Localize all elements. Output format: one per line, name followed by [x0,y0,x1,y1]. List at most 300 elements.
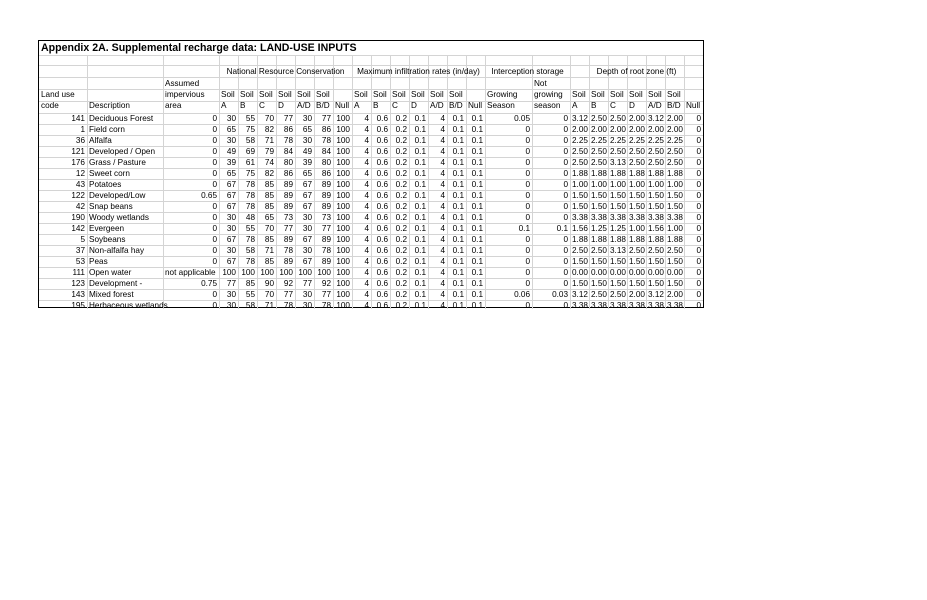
cell-infiltration-value: 0.1 [471,136,483,145]
cell-nrc-value: 67 [226,191,236,200]
cell-infiltration-value: 0.1 [452,268,464,277]
cell-root-depth: 0 [696,191,701,200]
cell-growing-season: 0 [525,169,530,178]
header-soil-word: Soil [278,90,292,99]
cell-root-depth: 3.38 [629,213,645,222]
cell-infiltration-value: 0.1 [471,158,483,167]
group-header-interception: Interception storage [491,67,564,76]
cell-nrc-value: 79 [264,147,274,156]
cell-nrc-value: 30 [226,290,236,299]
cell-nrc-value: 100 [317,268,331,277]
cell-root-depth: 0 [696,202,701,211]
cell-nrc-value: 100 [336,147,350,156]
cell-nrc-value: 67 [302,191,312,200]
cell-root-depth: 0 [696,279,701,288]
cell-root-depth: 3.38 [610,213,626,222]
cell-nrc-value: 30 [302,136,312,145]
cell-nrc-value: 77 [321,114,331,123]
cell-root-depth: 3.38 [629,301,645,310]
cell-land-use-code: 12 [75,169,85,178]
cell-nrc-value: 30 [302,114,312,123]
cell-land-use-code: 176 [71,158,85,167]
cell-infiltration-value: 4 [364,268,369,277]
cell-description: Field corn [89,125,125,134]
cell-root-depth: 2.50 [610,114,626,123]
cell-nrc-value: 67 [302,235,312,244]
cell-root-depth: 2.50 [591,158,607,167]
cell-land-use-code: 42 [75,202,85,211]
cell-growing-season: 0 [525,202,530,211]
cell-infiltration-value: 0.1 [471,301,483,310]
cell-nrc-value: 58 [245,246,255,255]
cell-land-use-code: 123 [71,279,85,288]
cell-root-depth: 3.38 [591,213,607,222]
header-soil-word: Soil [316,90,330,99]
header-land-use-code: Land use [41,90,75,99]
cell-growing-season: 0 [525,279,530,288]
cell-root-depth: 3.38 [572,301,588,310]
cell-nrc-value: 67 [302,257,312,266]
cell-nrc-value: 100 [336,301,350,310]
cell-root-depth: 2.00 [629,125,645,134]
header-null: Null [468,101,483,110]
cell-root-depth: 0 [696,257,701,266]
cell-nrc-value: 65 [302,169,312,178]
header-soil-group: A/D [430,101,444,110]
cell-root-depth: 2.50 [591,114,607,123]
cell-infiltration-value: 4 [364,136,369,145]
cell-infiltration-value: 4 [364,246,369,255]
cell-infiltration-value: 0.1 [452,169,464,178]
cell-root-depth: 1.50 [648,279,664,288]
cell-nrc-value: 67 [302,202,312,211]
cell-infiltration-value: 0.6 [376,136,388,145]
cell-nrc-value: 82 [264,169,274,178]
cell-infiltration-value: 4 [440,191,445,200]
cell-nrc-value: 78 [321,301,331,310]
cell-nrc-value: 30 [302,224,312,233]
header-growing-season: Growing [487,90,518,99]
header-land-use-code: code [41,101,59,110]
cell-nrc-value: 84 [321,147,331,156]
cell-infiltration-value: 0.1 [452,290,464,299]
cell-root-depth: 1.00 [629,224,645,233]
cell-infiltration-value: 0.1 [471,290,483,299]
header-impervious: impervious [165,90,205,99]
cell-growing-season: 0 [525,125,530,134]
cell-root-depth: 3.38 [610,301,626,310]
cell-description: Open water [89,268,132,277]
cell-not-growing-season: 0 [563,235,568,244]
cell-infiltration-value: 4 [440,224,445,233]
cell-root-depth: 1.56 [572,224,588,233]
cell-root-depth: 0 [696,268,701,277]
cell-infiltration-value: 0.1 [452,125,464,134]
cell-root-depth: 3.13 [610,246,626,255]
cell-root-depth: 2.25 [648,136,664,145]
cell-growing-season: 0 [525,257,530,266]
cell-nrc-value: 80 [283,158,293,167]
cell-infiltration-value: 0.2 [395,301,407,310]
cell-infiltration-value: 0.1 [414,136,426,145]
cell-root-depth: 2.50 [648,158,664,167]
header-soil-group: D [629,101,635,110]
cell-root-depth: 2.25 [667,136,683,145]
cell-growing-season: 0.05 [514,114,530,123]
header-null: Null [686,101,701,110]
cell-root-depth: 2.50 [667,246,683,255]
cell-root-depth: 1.88 [610,235,626,244]
cell-infiltration-value: 0.2 [395,257,407,266]
cell-nrc-value: 90 [264,279,274,288]
cell-root-depth: 2.50 [572,147,588,156]
cell-root-depth: 3.38 [591,301,607,310]
cell-not-growing-season: 0 [563,213,568,222]
spreadsheet-table [38,40,704,308]
cell-root-depth: 2.50 [572,158,588,167]
cell-land-use-code: 195 [71,301,85,310]
cell-nrc-value: 71 [264,301,274,310]
cell-root-depth: 2.50 [648,147,664,156]
cell-infiltration-value: 0.6 [376,213,388,222]
cell-infiltration-value: 0.2 [395,290,407,299]
cell-land-use-code: 143 [71,290,85,299]
cell-impervious: 0 [212,290,217,299]
cell-land-use-code: 111 [72,268,85,277]
cell-nrc-value: 77 [283,224,293,233]
cell-infiltration-value: 0.6 [376,169,388,178]
cell-description: Herbaceous wetlands [89,301,168,310]
cell-root-depth: 1.88 [610,169,626,178]
cell-nrc-value: 58 [245,136,255,145]
cell-root-depth: 1.00 [572,180,588,189]
cell-impervious: 0 [212,158,217,167]
cell-root-depth: 1.50 [591,257,607,266]
cell-infiltration-value: 0.1 [414,246,426,255]
cell-nrc-value: 73 [321,213,331,222]
cell-infiltration-value: 0.1 [452,224,464,233]
cell-nrc-value: 85 [264,257,274,266]
header-soil-group: D [411,101,417,110]
cell-infiltration-value: 0.1 [414,279,426,288]
cell-infiltration-value: 0.1 [452,202,464,211]
cell-nrc-value: 80 [321,158,331,167]
cell-nrc-value: 78 [283,301,293,310]
cell-growing-season: 0 [525,136,530,145]
cell-nrc-value: 75 [245,125,255,134]
cell-land-use-code: 141 [71,114,85,123]
cell-nrc-value: 65 [264,213,274,222]
cell-root-depth: 0 [696,246,701,255]
cell-not-growing-season: 0 [563,180,568,189]
cell-nrc-value: 67 [226,235,236,244]
cell-growing-season: 0 [525,301,530,310]
header-soil-group: D [278,101,284,110]
cell-nrc-value: 85 [245,279,255,288]
cell-nrc-value: 92 [321,279,331,288]
cell-nrc-value: 100 [336,202,350,211]
cell-nrc-value: 100 [336,213,350,222]
header-soil-group: B [591,101,597,110]
cell-description: Mixed forest [89,290,134,299]
cell-infiltration-value: 4 [440,180,445,189]
cell-root-depth: 2.50 [591,246,607,255]
cell-nrc-value: 89 [321,235,331,244]
cell-nrc-value: 71 [264,136,274,145]
cell-infiltration-value: 0.1 [452,114,464,123]
cell-growing-season: 0 [525,180,530,189]
header-soil-word: Soil [430,90,444,99]
cell-nrc-value: 30 [302,301,312,310]
cell-root-depth: 1.50 [667,279,683,288]
cell-nrc-value: 49 [302,147,312,156]
cell-infiltration-value: 0.2 [395,235,407,244]
cell-root-depth: 1.50 [591,279,607,288]
cell-root-depth: 1.50 [629,191,645,200]
cell-nrc-value: 78 [245,180,255,189]
group-header-nrc: National Resource Conservation [226,67,345,76]
cell-root-depth: 1.50 [572,191,588,200]
header-soil-word: Soil [259,90,273,99]
header-soil-word: Soil [221,90,235,99]
cell-root-depth: 0 [696,301,701,310]
cell-impervious: 0 [212,224,217,233]
cell-land-use-code: 122 [71,191,85,200]
cell-infiltration-value: 4 [440,290,445,299]
cell-infiltration-value: 0.1 [452,301,464,310]
cell-nrc-value: 30 [226,224,236,233]
header-not-growing-season: growing [534,90,563,99]
cell-infiltration-value: 0.1 [471,191,483,200]
cell-root-depth: 1.50 [610,279,626,288]
cell-nrc-value: 89 [321,191,331,200]
header-soil-word: Soil [629,90,643,99]
cell-root-depth: 0 [696,290,701,299]
cell-description: Soybeans [89,235,126,244]
cell-nrc-value: 89 [283,235,293,244]
cell-root-depth: 2.50 [591,290,607,299]
cell-infiltration-value: 0.6 [376,191,388,200]
cell-root-depth: 1.50 [572,279,588,288]
cell-infiltration-value: 0.2 [395,147,407,156]
cell-land-use-code: 1 [80,125,85,134]
header-soil-group: A/D [297,101,311,110]
cell-nrc-value: 74 [264,158,274,167]
cell-infiltration-value: 0.1 [414,125,426,134]
cell-infiltration-value: 0.1 [414,235,426,244]
cell-nrc-value: 70 [264,290,274,299]
cell-nrc-value: 86 [321,125,331,134]
cell-infiltration-value: 4 [440,158,445,167]
cell-infiltration-value: 4 [364,213,369,222]
cell-root-depth: 0 [696,114,701,123]
cell-nrc-value: 30 [226,114,236,123]
cell-nrc-value: 30 [226,246,236,255]
cell-root-depth: 3.38 [572,213,588,222]
cell-infiltration-value: 4 [440,202,445,211]
cell-root-depth: 1.00 [648,180,664,189]
cell-infiltration-value: 0.6 [376,114,388,123]
cell-infiltration-value: 0.1 [452,257,464,266]
header-soil-group: A [354,101,360,110]
cell-infiltration-value: 4 [364,290,369,299]
cell-nrc-value: 89 [321,257,331,266]
cell-root-depth: 2.50 [610,290,626,299]
cell-infiltration-value: 0.1 [471,268,483,277]
cell-root-depth: 3.38 [648,301,664,310]
cell-nrc-value: 100 [336,290,350,299]
cell-root-depth: 3.13 [610,158,626,167]
cell-land-use-code: 190 [71,213,85,222]
cell-infiltration-value: 0.2 [395,268,407,277]
header-soil-word: Soil [297,90,311,99]
cell-root-depth: 2.50 [648,246,664,255]
cell-nrc-value: 100 [336,125,350,134]
header-not-growing-season: Not [534,79,547,88]
cell-root-depth: 0.00 [667,268,683,277]
header-soil-group: B [240,101,246,110]
cell-infiltration-value: 4 [364,235,369,244]
cell-nrc-value: 92 [283,279,293,288]
cell-infiltration-value: 4 [440,268,445,277]
cell-infiltration-value: 4 [364,224,369,233]
cell-root-depth: 2.00 [610,125,626,134]
cell-infiltration-value: 0.1 [452,147,464,156]
cell-impervious: 0 [212,235,217,244]
cell-nrc-value: 55 [245,290,255,299]
header-soil-word: Soil [392,90,406,99]
cell-nrc-value: 100 [336,136,350,145]
cell-root-depth: 0 [696,147,701,156]
cell-nrc-value: 78 [321,246,331,255]
cell-nrc-value: 48 [245,213,255,222]
cell-root-depth: 0 [696,213,701,222]
header-not-growing-season: season [534,101,561,110]
cell-nrc-value: 58 [245,301,255,310]
cell-nrc-value: 39 [302,158,312,167]
group-header-infiltration: Maximum infiltration rates (in/day) [357,67,480,76]
cell-nrc-value: 100 [336,246,350,255]
cell-infiltration-value: 4 [440,125,445,134]
cell-root-depth: 1.88 [667,235,683,244]
cell-root-depth: 1.88 [667,169,683,178]
cell-growing-season: 0 [525,158,530,167]
cell-not-growing-season: 0 [563,202,568,211]
cell-description: Alfalfa [89,136,112,145]
cell-description: Peas [89,257,108,266]
cell-nrc-value: 78 [245,257,255,266]
cell-nrc-value: 39 [226,158,236,167]
cell-root-depth: 1.25 [591,224,607,233]
cell-infiltration-value: 4 [440,246,445,255]
cell-nrc-value: 85 [264,235,274,244]
cell-impervious: 0 [212,114,217,123]
cell-infiltration-value: 4 [440,235,445,244]
cell-root-depth: 1.00 [610,180,626,189]
cell-root-depth: 1.88 [648,169,664,178]
cell-root-depth: 1.50 [648,257,664,266]
cell-infiltration-value: 0.2 [395,114,407,123]
cell-nrc-value: 65 [226,169,236,178]
cell-not-growing-season: 0 [563,125,568,134]
cell-infiltration-value: 0.2 [395,246,407,255]
cell-nrc-value: 30 [302,246,312,255]
cell-root-depth: 2.50 [629,246,645,255]
cell-root-depth: 1.50 [629,202,645,211]
cell-infiltration-value: 0.1 [452,158,464,167]
cell-not-growing-season: 0 [563,257,568,266]
cell-nrc-value: 100 [336,191,350,200]
cell-root-depth: 3.12 [572,114,588,123]
cell-infiltration-value: 0.6 [376,279,388,288]
cell-description: Woody wetlands [89,213,149,222]
header-soil-group: B/D [667,101,681,110]
cell-not-growing-season: 0 [563,136,568,145]
cell-infiltration-value: 0.1 [414,114,426,123]
cell-infiltration-value: 0.1 [471,213,483,222]
cell-infiltration-value: 4 [440,169,445,178]
cell-infiltration-value: 0.6 [376,224,388,233]
cell-nrc-value: 89 [283,257,293,266]
cell-growing-season: 0 [525,191,530,200]
cell-nrc-value: 65 [226,125,236,134]
cell-infiltration-value: 4 [440,279,445,288]
header-growing-season: Season [487,101,515,110]
cell-root-depth: 0 [696,136,701,145]
cell-infiltration-value: 0.1 [452,235,464,244]
cell-nrc-value: 89 [283,191,293,200]
cell-nrc-value: 85 [264,180,274,189]
cell-nrc-value: 77 [321,224,331,233]
cell-growing-season: 0.1 [518,224,530,233]
cell-root-depth: 0.00 [572,268,588,277]
cell-impervious: 0 [212,169,217,178]
cell-growing-season: 0 [525,213,530,222]
cell-root-depth: 2.50 [591,147,607,156]
header-soil-word: Soil [610,90,624,99]
cell-infiltration-value: 0.1 [471,224,483,233]
cell-description: Snap beans [89,202,133,211]
cell-nrc-value: 70 [264,114,274,123]
cell-land-use-code: 5 [80,235,85,244]
cell-impervious: 0 [212,213,217,222]
cell-nrc-value: 30 [302,290,312,299]
cell-impervious: 0 [212,147,217,156]
cell-infiltration-value: 0.1 [471,257,483,266]
cell-infiltration-value: 0.1 [452,191,464,200]
cell-root-depth: 3.12 [572,290,588,299]
cell-description: Developed / Open [89,147,155,156]
cell-root-depth: 2.00 [572,125,588,134]
cell-infiltration-value: 4 [364,202,369,211]
cell-nrc-value: 89 [283,202,293,211]
cell-infiltration-value: 4 [364,301,369,310]
cell-root-depth: 0 [696,224,701,233]
cell-impervious: 0.65 [201,191,217,200]
cell-infiltration-value: 4 [364,191,369,200]
cell-infiltration-value: 4 [440,301,445,310]
cell-root-depth: 2.50 [629,147,645,156]
cell-description: Development - [89,279,143,288]
cell-root-depth: 1.50 [610,202,626,211]
cell-infiltration-value: 0.1 [414,268,426,277]
cell-nrc-value: 65 [302,125,312,134]
cell-nrc-value: 49 [226,147,236,156]
cell-nrc-value: 67 [226,257,236,266]
cell-infiltration-value: 4 [364,279,369,288]
cell-not-growing-season: 0 [563,191,568,200]
cell-root-depth: 1.50 [667,191,683,200]
